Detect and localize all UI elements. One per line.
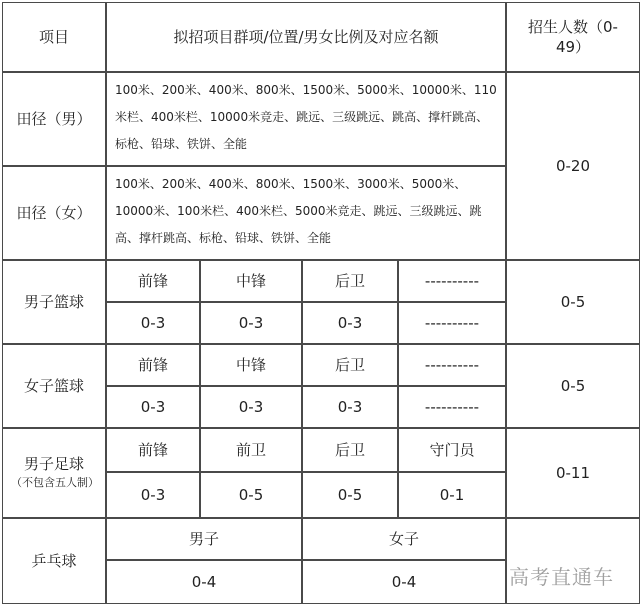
bb-men-quota: 0-3 [302, 302, 398, 344]
track-women-events: 100米、200米、400米、800米、1500米、3000米、5000米、10000米、100米栏、400米栏、5000米竞走、跳远、三级跳远、跳高、撑杆跳高、标枪、铅球、铁饼、全能 [106, 166, 506, 260]
bb-women-quota: ---------- [398, 386, 506, 428]
row-label-track-women: 田径（女） [2, 166, 106, 260]
pp-gender: 女子 [302, 518, 506, 560]
fb-men-quota: 0-5 [302, 472, 398, 518]
bb-men-position: ---------- [398, 260, 506, 302]
row-label-table-tennis: 乒乓球 [2, 518, 106, 604]
pp-quota: 0-4 [302, 560, 506, 604]
bb-women-position: 中锋 [200, 344, 302, 386]
bb-women-position: 后卫 [302, 344, 398, 386]
fb-men-position: 后卫 [302, 428, 398, 472]
fb-men-position: 前卫 [200, 428, 302, 472]
bb-women-position: 前锋 [106, 344, 200, 386]
bb-men-quota: 0-3 [200, 302, 302, 344]
bb-men-quota: ---------- [398, 302, 506, 344]
fb-men-quota: 0-3 [106, 472, 200, 518]
bb-men-position: 后卫 [302, 260, 398, 302]
header-count: 招生人数（0-49） [506, 2, 640, 72]
pp-gender: 男子 [106, 518, 302, 560]
bb-men-quota: 0-3 [106, 302, 200, 344]
header-project: 项目 [2, 2, 106, 72]
track-men-events: 100米、200米、400米、800米、1500米、5000米、10000米、110米栏、400米栏、10000米竞走、跳远、三级跳远、跳高、撑杆跳高、标枪、铅球、铁饼、全能 [106, 72, 506, 166]
row-label-basketball-women: 女子篮球 [2, 344, 106, 428]
row-label-basketball-men: 男子篮球 [2, 260, 106, 344]
bb-men-position: 中锋 [200, 260, 302, 302]
fb-men-position: 前锋 [106, 428, 200, 472]
bb-women-count: 0-5 [506, 344, 640, 428]
football-men-note: （不包含五人制） [11, 476, 99, 490]
row-label-track-men: 田径（男） [2, 72, 106, 166]
football-men-label: 男子足球 [23, 455, 84, 474]
fb-men-count: 0-11 [506, 428, 640, 518]
pp-quota: 0-4 [106, 560, 302, 604]
row-label-football-men [2, 428, 106, 518]
fb-men-quota: 0-1 [398, 472, 506, 518]
fb-men-position: 守门员 [398, 428, 506, 472]
fb-men-quota: 0-5 [200, 472, 302, 518]
watermark: 高考直通车 [509, 565, 614, 589]
bb-women-quota: 0-3 [106, 386, 200, 428]
bb-women-quota: 0-3 [200, 386, 302, 428]
bb-men-position: 前锋 [106, 260, 200, 302]
bb-women-position: ---------- [398, 344, 506, 386]
header-details: 拟招项目群项/位置/男女比例及对应名额 [106, 2, 506, 72]
track-count: 0-20 [506, 72, 640, 260]
bb-men-count: 0-5 [506, 260, 640, 344]
bb-women-quota: 0-3 [302, 386, 398, 428]
